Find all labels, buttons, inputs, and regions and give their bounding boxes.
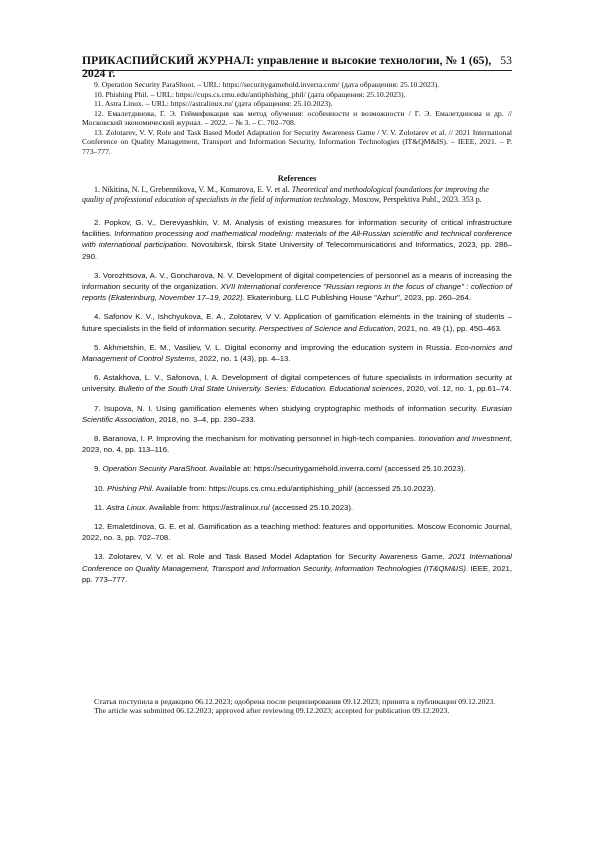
ref-4-details: , 2021, no. 49 (1), pp. 450–463.	[393, 323, 502, 333]
ref-10-details: . Available from: https://cups.cs.cmu.edu/antiphishing_phil/ (accessed 25.10.2023).	[151, 483, 436, 493]
ref-11-details: . Available from: https://astralinux.ru/ (accessed 25.10.2023).	[145, 502, 354, 512]
ref-7-source: Eurasian Scientific Association	[82, 403, 512, 424]
ref-7-details: , 2018, no. 3–4, pp. 230–233.	[154, 414, 256, 424]
ref-ru-11: 11. Astra Linux. – URL: https://astralinux.ru/ (дата обращения: 25.10.2023).	[94, 99, 333, 108]
ref-6-authors: 6. Astakhova, L. V., Safonova, I. A. Development of digital competences of future specialists in information security at university.	[82, 373, 512, 394]
reference-10	[82, 483, 512, 494]
ref-7-authors: 7. Isupova, N. I. Using gamification elements when studying cryptographic methods of information security.	[94, 403, 482, 413]
ref-10-title: Phishing Phil	[106, 483, 152, 493]
references-heading: References	[277, 174, 317, 183]
reference-13	[82, 551, 512, 585]
ref-2-details: . Novosibirsk, Ibirsk State University of Telecommunications and Informatics, 2023, pp. 286–290.	[82, 240, 512, 261]
article-dates-ru: Статья поступила в редакцию 06.12.2023; одобрена после рецензирования 09.12.2023; принята к публикации 09.12.2023.	[94, 697, 496, 706]
ref-1-source: . Moscow, Perspektiva Publ., 2023. 353 p.	[348, 194, 482, 204]
reference-1	[82, 185, 512, 204]
reference-8	[82, 433, 512, 455]
ref-ru-13: 13. Zolotarev, V. V. Role and Task Based Model Adaptation for Security Awareness Game / V. V. Zolotarev et al. // 2021 International Conference on Quality Management, Transport and Information Security, Information Technologies (IT&QM&IS). – IEEE, 2021. – P. 773–777.	[82, 127, 512, 156]
ref-8-authors: 8. Baranova, I. P. Improving the mechanism for motivating personnel in high-tech companies.	[94, 434, 419, 444]
ref-5-source: Eco-nomics and Management of Control Systems	[82, 342, 512, 364]
ref-13-details: . IEEE, 2021, pp. 773–777.	[82, 563, 512, 584]
ref-6-details: , 2020, vol. 12, no. 1, pp.61–74.	[402, 384, 512, 394]
russian-reference-list	[82, 80, 512, 156]
header-rule	[82, 70, 512, 71]
running-header	[82, 54, 512, 80]
english-reference-list	[82, 217, 512, 593]
ref-10-number: 10.	[94, 483, 107, 493]
ref-ru-12: 12. Емалетдинова, Г. Э. Геймификация как метод обучения: особенности и возможности / Г. Э. Емалетдинова и др. // Московский экономический журнал. – 2022. – № 3. – С. 702–708.	[82, 108, 512, 127]
reference-2	[82, 217, 512, 262]
page-number: 53	[500, 54, 512, 67]
article-dates-en: The article was submitted 06.12.2023; approved after reviewing 09.12.2023; accepted for publication 09.12.2023.	[94, 706, 450, 716]
ref-12-text: 12. Emaletdinova, G. E. et al. Gamification as a teaching method: features and opportunities. Moscow Economic Journal, 2022, no. 3, pp. 702–708.	[82, 522, 512, 543]
ref-9-number: 9.	[94, 464, 103, 474]
reference-4	[82, 311, 512, 333]
ref-9-details: . Available at: https://securitygamehold.inverra.com/ (accessed 25.10.2023).	[205, 464, 466, 474]
ref-13-source: 2021 International Conference on Quality Management, Transport and Information Security, Information Technologies (IT&QM&IS)	[82, 552, 512, 573]
reference-3	[82, 270, 512, 304]
ref-6-source: Bulletin of the South Ural State University. Series: Education. Educational sciences	[118, 384, 403, 394]
ref-9-title: Operation Security ParaShoot	[102, 464, 206, 474]
ref-11-title: Astra Linux	[106, 502, 146, 512]
reference-6	[82, 372, 512, 394]
ref-3-source: XVII International conference "Russian regions in the focus of change" : collection of reports (Ekaterinburg, November 17–19, 2022)	[82, 282, 512, 303]
reference-7	[82, 403, 512, 425]
ref-1-authors: 1. Nikitina, N. I., Grebennikova, V. M., Komarova, E. V. et al.	[94, 185, 292, 194]
ref-3-authors: 3. Vorozhtsova, A. V., Goncharova, N. V. Development of digital competencies of personnel as a means of increasing the information security of the organization.	[82, 270, 512, 292]
ref-13-authors: 13. Zolotarev, V. V. et al. Role and Task Based Model Adaptation for Security Awareness Game.	[94, 552, 449, 562]
journal-title: ПРИКАСПИЙСКИЙ ЖУРНАЛ: управление и высокие технологии, № 1 (65), 2024 г.	[82, 54, 492, 80]
ref-8-details: , 2023, no. 4, pp. 113–116.	[82, 434, 512, 455]
reference-5	[82, 342, 512, 364]
reference-9	[82, 463, 512, 474]
ref-5-details: , 2022, no. 1 (43), pp. 4–13.	[194, 354, 291, 364]
ref-2-authors: 2. Popkov, G. V., Derevyashkin, V. M. Analysis of existing measures for information security of critical infrastructure facilities.	[82, 218, 512, 239]
reference-11	[82, 502, 512, 513]
ref-ru-10: 10. Phishing Phil. – URL: https://cups.cs.cmu.edu/antiphishing_phil/ (дата обращения: 25.10.2023).	[94, 89, 406, 99]
ref-ru-9: 9. Operation Security ParaShoot. – URL: https://securitygamehold.inverra.com/ (дата обращения: 25.10.2023).	[94, 80, 440, 89]
article-dates	[82, 697, 512, 716]
ref-3-details: . Ekaterinburg, LLC Publishing House "Azhur", 2023, pp. 260–264.	[242, 293, 471, 303]
ref-4-authors: 4. Safonov K. V., Ishchyukova, E. A., Zolotarev, V V. Application of gamification elements in the training of students – future specialists in the field of information security.	[82, 312, 512, 333]
ref-4-source: Perspectives of Science and Education	[258, 323, 394, 333]
ref-11-number: 11.	[94, 502, 107, 512]
ref-1-title: Theoretical and methodological foundations for improving the quality of professional education of specialists in the field of information technology	[82, 185, 489, 204]
ref-5-authors: 5. Akhmetshin, E. M., Vasiliev, V. L. Digital economy and improving the education system in Russia.	[94, 342, 456, 352]
reference-12	[82, 521, 512, 543]
ref-8-source: Innovation and Investment	[418, 434, 510, 444]
ref-2-source: Information processing and mathematical modeling: materials of the All-Russian scientific and technical conference with international participation	[82, 229, 512, 250]
